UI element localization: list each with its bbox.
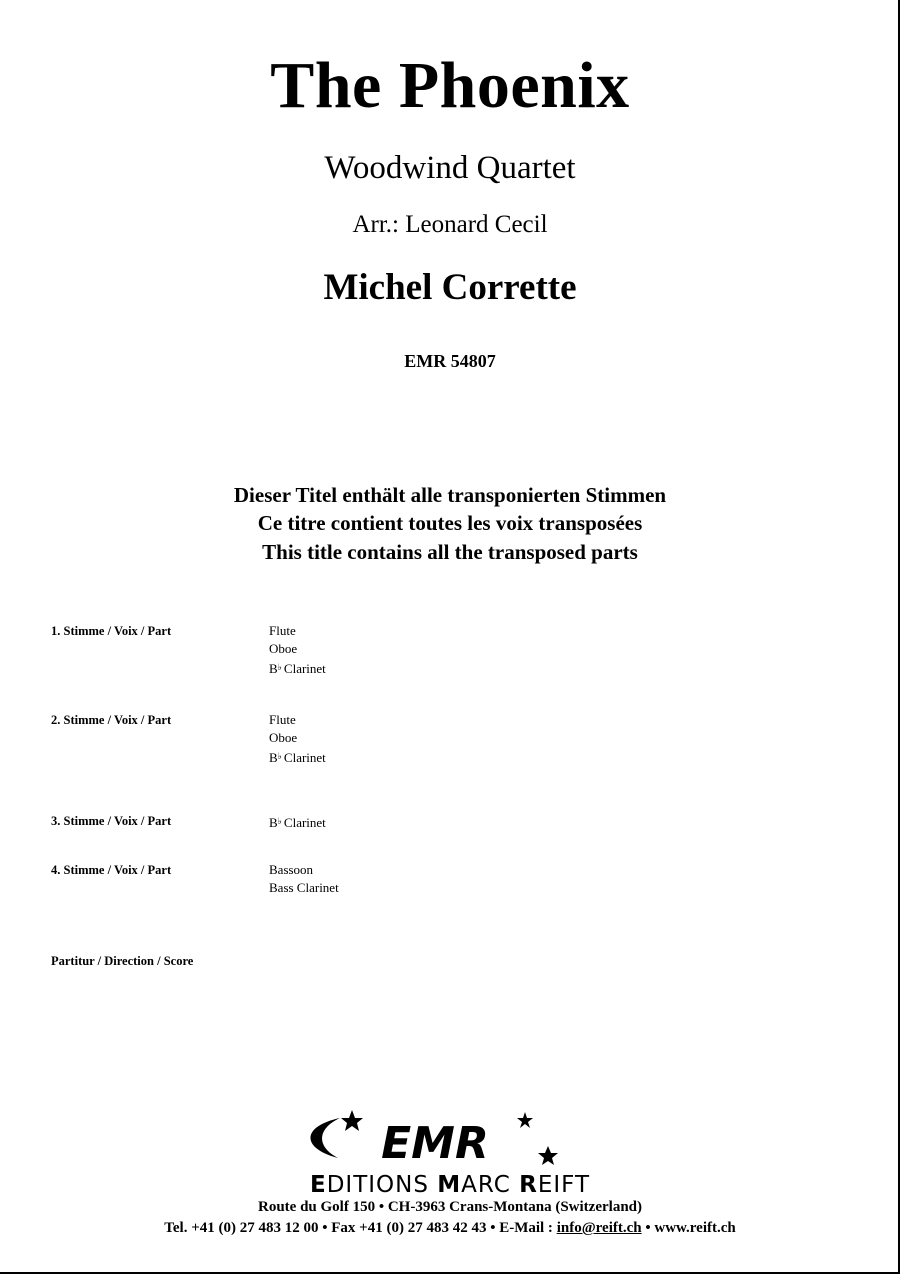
email-link[interactable]: info@reift.ch [556, 1220, 642, 1236]
part-instruments-3 [269, 812, 326, 832]
logo-text: EMR [381, 1118, 489, 1169]
arranger: Arr.: Leonard Cecil [352, 211, 548, 238]
instrument-item: B♭ Clarinet [269, 750, 326, 765]
page-title: The Phoenix [270, 49, 630, 122]
instrument-item: Oboe [269, 730, 298, 745]
instrument-item: Flute [269, 712, 296, 727]
instrument-item: Oboe [269, 641, 298, 656]
score-label: Partitur / Direction / Score [51, 954, 194, 968]
part-label-2: 2. Stimme / Voix / Part [51, 713, 172, 727]
part-instruments-2 [269, 711, 326, 767]
part-label-1: 1. Stimme / Voix / Part [51, 624, 172, 638]
publisher-address: Route du Golf 150 • CH-3963 Crans-Montana (Switzerland) [258, 1199, 642, 1215]
part-label-4: 4. Stimme / Voix / Part [51, 863, 172, 877]
notice-french: Ce titre contient toutes les voix transposées [257, 511, 643, 535]
catalog-number: EMR 54807 [404, 351, 496, 371]
composer: Michel Corrette [323, 267, 577, 308]
notice-german: Dieser Titel enthält alle transponierten Stimmen [233, 483, 667, 507]
flat-symbol: ♭ [277, 816, 282, 826]
part-instruments-1 [269, 622, 326, 678]
publisher-contact: Tel. +41 (0) 27 483 12 00 • Fax +41 (0) 27 483 42 43 • E-Mail : info@reift.ch • www.reift.ch [164, 1220, 736, 1236]
subtitle: Woodwind Quartet [324, 150, 576, 186]
emr-logo-graphic [300, 1108, 570, 1174]
instrument-item: B♭ Clarinet [269, 661, 326, 676]
part-label-3: 3. Stimme / Voix / Part [51, 814, 172, 828]
flat-symbol: ♭ [277, 662, 282, 672]
instrument-item: Bassoon [269, 862, 314, 877]
emr-logo [300, 1108, 570, 1174]
part-instruments-4 [269, 861, 339, 897]
instrument-item: Bass Clarinet [269, 880, 339, 895]
instrument-item: B♭ Clarinet [269, 815, 326, 830]
notice-english: This title contains all the transposed parts [262, 540, 638, 564]
instrument-item: Flute [269, 623, 296, 638]
flat-symbol: ♭ [277, 751, 282, 761]
publisher-name: EDITIONS MARC REIFT [309, 1172, 591, 1198]
